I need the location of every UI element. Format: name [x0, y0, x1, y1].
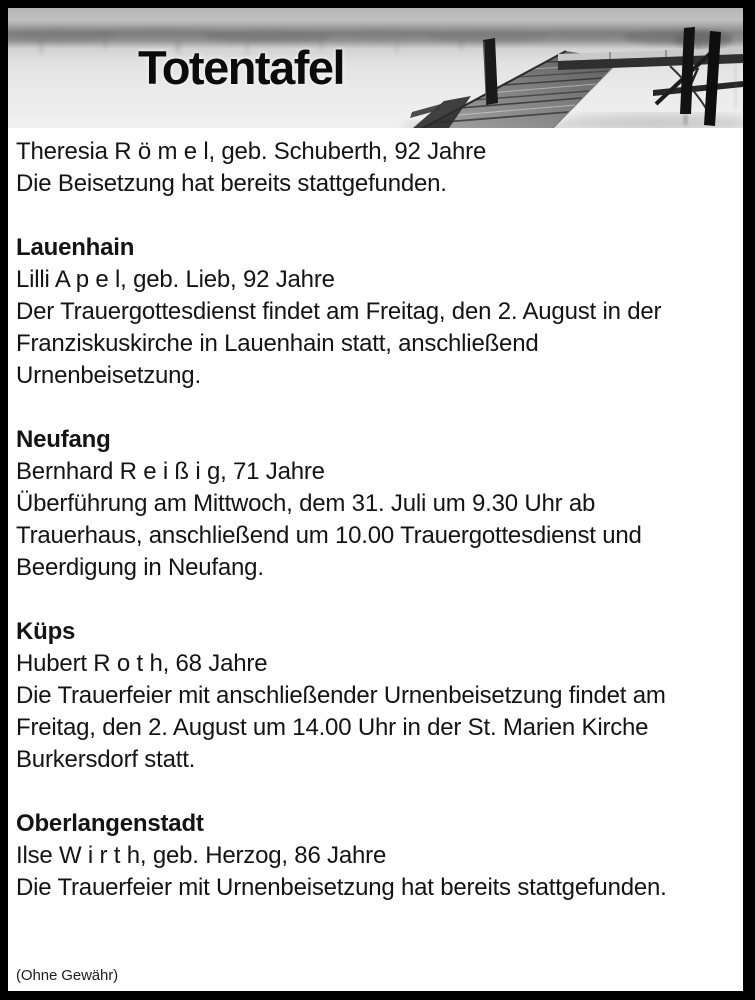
deceased-name-line: Ilse W i r t h, geb. Herzog, 86 Jahre — [16, 842, 387, 869]
funeral-info-line: Überführung am Mittwoch, dem 31. Juli um 9.30 Uhr ab — [16, 490, 596, 517]
obituary-entry — [16, 232, 733, 392]
funeral-info-line: Der Trauergottesdienst findet am Freitag, den 2. August in der — [16, 298, 662, 325]
funeral-info-line: Die Trauerfeier mit anschließender Urnenbeisetzung findet am — [16, 682, 666, 709]
funeral-info-line: Beerdigung in Neufang. — [16, 554, 264, 581]
funeral-info-line: Die Trauerfeier mit Urnenbeisetzung hat bereits stattgefunden. — [16, 874, 667, 901]
location-heading: Lauenhain — [16, 234, 135, 261]
deceased-name-line: Theresia R ö m e l, geb. Schuberth, 92 Jahre — [16, 138, 487, 165]
header — [8, 8, 743, 128]
funeral-info-line: Burkersdorf statt. — [16, 746, 196, 773]
funeral-info-line: Urnenbeisetzung. — [16, 362, 201, 389]
page-title: Totentafel — [138, 41, 345, 94]
funeral-info-line: Die Beisetzung hat bereits stattgefunden. — [16, 170, 447, 197]
location-heading: Neufang — [16, 426, 111, 453]
disclaimer-note: (Ohne Gewähr) — [16, 967, 119, 984]
deceased-name-line: Bernhard R e i ß i g, 71 Jahre — [16, 458, 325, 485]
obituary-entry — [16, 136, 733, 200]
deceased-name-line: Lilli A p e l, geb. Lieb, 92 Jahre — [16, 266, 335, 293]
deceased-name-line: Hubert R o t h, 68 Jahre — [16, 650, 268, 677]
funeral-info-line: Freitag, den 2. August um 14.00 Uhr in der St. Marien Kirche — [16, 714, 649, 741]
funeral-info-line: Franziskuskirche in Lauenhain statt, anschließend — [16, 330, 539, 357]
obituary-entry — [16, 808, 733, 904]
obituary-list — [8, 128, 743, 904]
obituary-entry — [16, 616, 733, 776]
location-heading: Küps — [16, 618, 76, 645]
jetty-lake-photo — [8, 8, 743, 128]
location-heading: Oberlangenstadt — [16, 810, 204, 837]
obituary-entry — [16, 424, 733, 584]
funeral-info-line: Trauerhaus, anschließend um 10.00 Trauergottesdienst und — [16, 522, 642, 549]
